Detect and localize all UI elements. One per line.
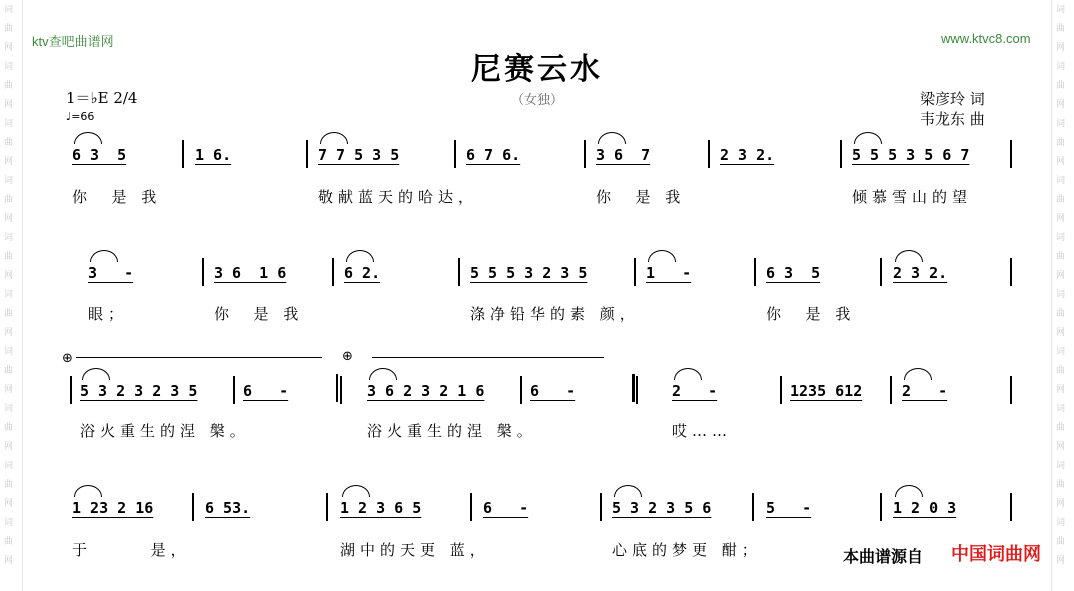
watermark-char: 词	[4, 518, 14, 528]
lyric-text: 你 是 我	[214, 305, 304, 323]
source-label: 本曲谱源自	[843, 547, 924, 566]
watermark-char: 曲	[4, 81, 14, 91]
barline	[600, 493, 602, 521]
measure-notes: 6 -	[530, 382, 576, 400]
slur-mark	[614, 485, 642, 497]
watermark-char: 曲	[1056, 309, 1066, 319]
slur-mark	[74, 485, 102, 497]
watermark-char: 词	[1056, 404, 1066, 414]
watermark-char: 曲	[4, 24, 14, 34]
barline	[636, 376, 638, 404]
slur-mark	[82, 368, 110, 380]
site-right-url: www.ktvc8.com	[941, 31, 1031, 46]
watermark-char: 网	[4, 442, 14, 452]
barline	[458, 258, 460, 286]
slur-mark	[854, 132, 882, 144]
measure-notes: 6 53.	[205, 499, 251, 517]
watermark-char: 曲	[4, 309, 14, 319]
measure-notes: 2 -	[902, 382, 948, 400]
watermark-char: 词	[4, 5, 14, 15]
measure-notes: 5 5 5 3 2 3 5	[470, 264, 588, 282]
lyric-text: 你 是 我	[596, 188, 686, 206]
measure-notes: 6 3 5	[766, 264, 821, 282]
lyric-text: 涤净铅华的素 颜，	[470, 305, 640, 323]
watermark-char: 曲	[4, 195, 14, 205]
lyric-text: 眼；	[88, 305, 129, 323]
slur-mark	[674, 368, 702, 380]
slur-mark	[904, 368, 932, 380]
measure-notes: 1 23 2 16	[72, 499, 154, 517]
watermark-char: 词	[1056, 461, 1066, 471]
slur-mark	[90, 250, 118, 262]
barline	[880, 258, 882, 286]
lyric-text: 倾慕雪山的望	[852, 188, 973, 206]
barline	[754, 258, 756, 286]
watermark-char: 曲	[4, 138, 14, 148]
measure-notes: 1235 612	[790, 382, 863, 400]
watermark-char: 曲	[1056, 537, 1066, 547]
key-signature: 1＝♭E 2/4	[66, 89, 138, 107]
measure-notes: 5 -	[766, 499, 812, 517]
song-subtitle: （女独）	[510, 93, 563, 108]
barline	[70, 376, 72, 404]
watermark-char: 曲	[4, 423, 14, 433]
watermark-char: 词	[1056, 176, 1066, 186]
watermark-char: 词	[4, 176, 14, 186]
barline	[470, 493, 472, 521]
slur-mark	[895, 250, 923, 262]
lyric-text: 浴火重生的涅 槃。	[367, 422, 537, 440]
barline	[326, 493, 328, 521]
watermark-char: 网	[1056, 43, 1066, 53]
measure-notes: 1 2 3 6 5	[340, 499, 422, 517]
watermark-char: 网	[4, 556, 14, 566]
barline	[634, 258, 636, 286]
lyric-text: 浴火重生的涅 槃。	[80, 422, 250, 440]
watermark-char: 词	[1056, 233, 1066, 243]
watermark-char: 网	[4, 214, 14, 224]
watermark-char: 网	[4, 385, 14, 395]
watermark-char: 词	[1056, 347, 1066, 357]
watermark-char: 曲	[4, 366, 14, 376]
lyric-text: 敬献蓝天的哈达，	[318, 188, 479, 206]
segno-mark: ⊕	[62, 351, 73, 366]
measure-notes: 7 7 5 3 5	[318, 146, 400, 164]
watermark-char: 词	[1056, 518, 1066, 528]
song-title: 尼赛云水	[471, 52, 603, 87]
site-left-label: ktv查吧曲谱网	[32, 34, 114, 49]
watermark-char: 曲	[4, 537, 14, 547]
barline	[584, 140, 586, 168]
barline	[306, 140, 308, 168]
measure-notes: 6 2.	[344, 264, 381, 282]
watermark-char: 网	[4, 157, 14, 167]
measure-notes: 3 6 1 6	[214, 264, 287, 282]
slur-mark	[369, 368, 397, 380]
watermark-char: 词	[4, 347, 14, 357]
barline	[1010, 258, 1012, 286]
barline	[520, 376, 522, 404]
barline	[840, 140, 842, 168]
segno-mark: ⊕	[342, 349, 353, 364]
barline	[233, 376, 235, 404]
watermark-char: 网	[1056, 214, 1066, 224]
measure-notes: 3 6 2 3 2 1 6	[367, 382, 485, 400]
watermark-char: 曲	[1056, 366, 1066, 376]
watermark-char: 词	[4, 233, 14, 243]
measure-notes: 5 3 2 3 2 3 5	[80, 382, 198, 400]
watermark-char: 网	[4, 499, 14, 509]
measure-notes: 6 3 5	[72, 146, 127, 164]
watermark-char: 网	[1056, 385, 1066, 395]
watermark-char: 网	[1056, 157, 1066, 167]
watermark-char: 网	[1056, 328, 1066, 338]
watermark-char: 曲	[1056, 24, 1066, 34]
watermark-char: 曲	[1056, 81, 1066, 91]
barline	[332, 258, 334, 286]
volta-line	[76, 357, 322, 358]
watermark-char: 曲	[1056, 138, 1066, 148]
lyricist-credit: 梁彦玲 词	[920, 90, 985, 108]
watermark-char: 词	[1056, 119, 1066, 129]
barline	[454, 140, 456, 168]
slur-mark	[346, 250, 374, 262]
watermark-char: 网	[1056, 100, 1066, 110]
barline	[1010, 493, 1012, 521]
repeat-barline	[336, 374, 338, 402]
barline	[202, 258, 204, 286]
brand-label: 中国词曲网	[951, 544, 1041, 565]
watermark-char: 网	[4, 43, 14, 53]
measure-notes: 1 6.	[195, 146, 232, 164]
watermark-char: 曲	[1056, 480, 1066, 490]
slur-mark	[74, 132, 102, 144]
lyric-text: 湖中的天更 蓝，	[340, 541, 490, 559]
measure-notes: 1 2 0 3	[893, 499, 957, 517]
barline	[192, 493, 194, 521]
slur-mark	[342, 485, 370, 497]
slur-mark	[648, 250, 676, 262]
lyric-text: 哎……	[672, 422, 733, 440]
final-barline	[632, 374, 635, 402]
tempo-mark: ♩=66	[66, 110, 95, 123]
measure-notes: 5 3 2 3 5 6	[612, 499, 712, 517]
slur-mark	[895, 485, 923, 497]
watermark-char: 网	[1056, 499, 1066, 509]
watermark-char: 词	[4, 290, 14, 300]
lyric-text: 你 是 我	[766, 305, 856, 323]
measure-notes: 6 7 6.	[466, 146, 521, 164]
watermark-char: 词	[4, 404, 14, 414]
measure-notes: 3 6 7	[596, 146, 651, 164]
watermark-char: 曲	[4, 252, 14, 262]
measure-notes: 3 -	[88, 264, 134, 282]
watermark-char: 曲	[4, 480, 14, 490]
watermark-char: 词	[4, 461, 14, 471]
composer-credit: 韦龙东 曲	[920, 110, 985, 128]
slur-mark	[598, 132, 626, 144]
watermark-char: 词	[4, 62, 14, 72]
barline	[708, 140, 710, 168]
measure-notes: 2 -	[672, 382, 718, 400]
volta-line	[372, 357, 604, 358]
barline	[752, 493, 754, 521]
barline	[880, 493, 882, 521]
measure-notes: 2 3 2.	[720, 146, 775, 164]
watermark-char: 词	[1056, 290, 1066, 300]
watermark-char: 网	[1056, 271, 1066, 281]
watermark-char: 网	[4, 271, 14, 281]
lyric-text: 你 是 我	[72, 188, 162, 206]
measure-notes: 1 -	[646, 264, 692, 282]
watermark-char: 网	[1056, 556, 1066, 566]
measure-notes: 6 -	[243, 382, 289, 400]
measure-notes: 2 3 2.	[893, 264, 948, 282]
barline	[340, 376, 342, 404]
measure-notes: 5 5 5 3 5 6 7	[852, 146, 970, 164]
barline	[182, 140, 184, 168]
barline	[780, 376, 782, 404]
measure-notes: 6 -	[483, 499, 529, 517]
watermark-char: 曲	[1056, 252, 1066, 262]
watermark-char: 网	[4, 100, 14, 110]
barline	[890, 376, 892, 404]
lyric-text: 心底的梦更 酣；	[612, 541, 762, 559]
lyric-text: 于 是，	[72, 541, 191, 559]
watermark-char: 曲	[1056, 423, 1066, 433]
barline	[1010, 376, 1012, 404]
barline	[1010, 140, 1012, 168]
slur-mark	[320, 132, 348, 144]
watermark-char: 网	[4, 328, 14, 338]
watermark-char: 网	[1056, 442, 1066, 452]
watermark-char: 词	[1056, 62, 1066, 72]
watermark-char: 词	[4, 119, 14, 129]
watermark-char: 词	[1056, 5, 1066, 15]
watermark-char: 曲	[1056, 195, 1066, 205]
